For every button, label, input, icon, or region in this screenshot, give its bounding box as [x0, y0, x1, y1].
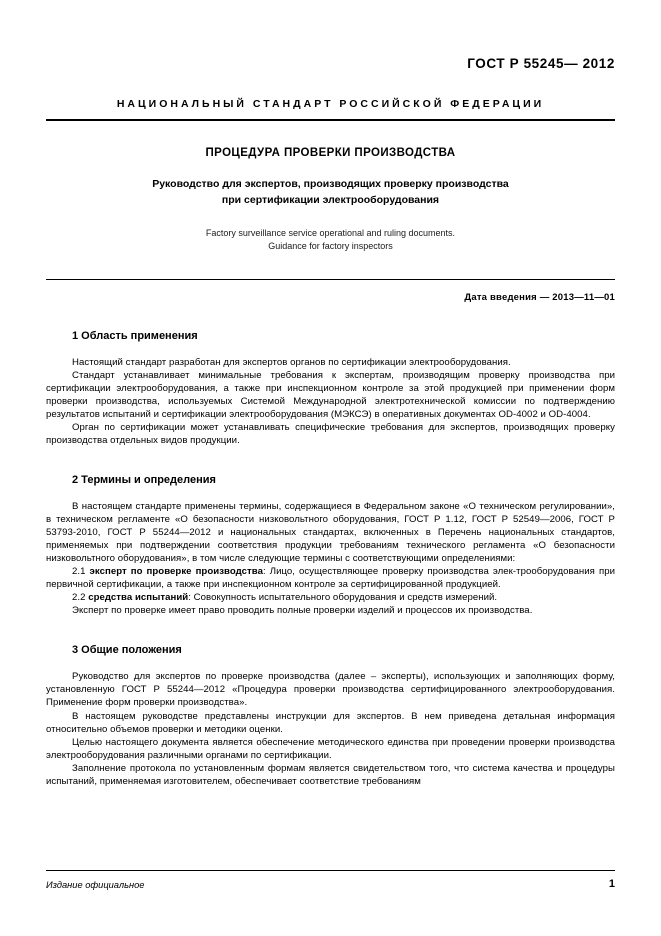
paragraph: Заполнение протокола по установленным формам является свидетельством того, что система качества и процедуры испытаний, применяемая изготовителем, обеспечивает соответствие требованиям [46, 762, 615, 787]
section-heading-2: 2 Термины и определения [72, 473, 216, 486]
section-body-2 [46, 500, 615, 617]
term-entry [46, 591, 615, 604]
section-heading-3: 3 Общие положения [72, 644, 182, 657]
section-heading-1: 1 Область применения [72, 329, 198, 342]
term-number: 2.1 [72, 566, 90, 578]
title-divider [46, 279, 615, 280]
title-english-line-1: Factory surveillance service operational and ruling documents. [205, 227, 456, 238]
section-body-3 [46, 670, 615, 787]
official-edition-label: Издание официальное [46, 880, 145, 890]
paragraph: Эксперт по проверке имеет право проводить полные проверки изделий и процессов их производства. [72, 605, 533, 617]
term-definition: : Совокупность испытательного оборудования и средств измерений. [188, 592, 498, 604]
document-code: ГОСТ Р 55245— 2012 [467, 56, 615, 71]
paragraph: Орган по сертификации может устанавливать специфические требования для экспертов, производящих проверку производства отдельных видов продукции. [46, 421, 615, 446]
title-english-line-2: Guidance for factory inspectors [268, 240, 393, 251]
page-title: ПРОЦЕДУРА ПРОВЕРКИ ПРОИЗВОДСТВА [205, 147, 456, 159]
paragraph: Руководство для экспертов по проверке производства (далее – эксперты), использующих и заполняющих форму, установленную ГОСТ Р 55244—2012 «Процедура проверки производства сертифицированного электрооборудования. Применение форм проверки производства». [46, 671, 615, 709]
national-standard-heading: НАЦИОНАЛЬНЫЙ СТАНДАРТ РОССИЙСКОЙ ФЕДЕРАЦИИ [116, 98, 545, 110]
term-number: 2.2 [72, 592, 89, 604]
header-divider [46, 119, 615, 121]
title-subtitle [46, 176, 615, 209]
term-name: эксперт по проверке производства [89, 566, 263, 578]
term-entry [46, 565, 615, 591]
paragraph: В настоящем стандарте применены термины, содержащиеся в Федеральном законе «О техническом регулировании», в техническом регламенте «О безопасности низковольтного оборудования, ГОСТ Р 1.12, ГОСТ Р 52549—2006, ГОСТ Р 53793-2010, ГОСТ Р 55244—2012 и национальных стандартах, включенных в Перечень национальных стандартов, применяемых при подтверждении соответствия продукции требованиям технического регламента «О безопасности низковольтного оборудования», в том числе следующие термины с соответствующими определениями: [46, 500, 615, 565]
date-of-introduction: Дата введения — 2013—11—01 [464, 291, 615, 303]
title-subtitle-line-2: при сертификации электрооборудования [221, 194, 440, 207]
footer-divider [46, 870, 615, 871]
paragraph: Целью настоящего документа является обеспечение методического единства при проведении проверки производства электрооборудования различными органами по сертификации. [46, 736, 615, 761]
footer-row [46, 878, 615, 890]
title-english [46, 227, 615, 253]
section-body-1 [46, 356, 615, 447]
term-definition: : Лицо, осуществляющее проверку производства элек-трооборудования при первичной сертификации, а также при инспекционном контроле за сертифицированной продукцией. [46, 566, 615, 591]
paragraph: В настоящем руководстве представлены инструкции для экспертов. В нем приведена детальная информация относительно объемов проверки и методики оценки. [46, 710, 615, 735]
paragraph: Настоящий стандарт разработан для экспертов органов по сертификации электрооборудования. [72, 356, 511, 368]
title-block [46, 147, 615, 253]
paragraph: Стандарт устанавливает минимальные требования к экспертам, производящим проверку производства при сертификации электрооборудования, а также при инспекционном контроле за этой продукцией при применении форм проверки производства, используемых Системой Международной электротехнической комиссии по подтверждению результатов испытаний и сертификации электрооборудования (МЭКСЭ) в оперативных документах OD-4002 и OD-4004. [46, 369, 615, 420]
page-number: 1 [608, 878, 615, 890]
page-footer [46, 870, 615, 890]
term-name: средства испытаний [88, 592, 189, 604]
title-subtitle-line-1: Руководство для экспертов, производящих проверку производства [152, 178, 509, 190]
